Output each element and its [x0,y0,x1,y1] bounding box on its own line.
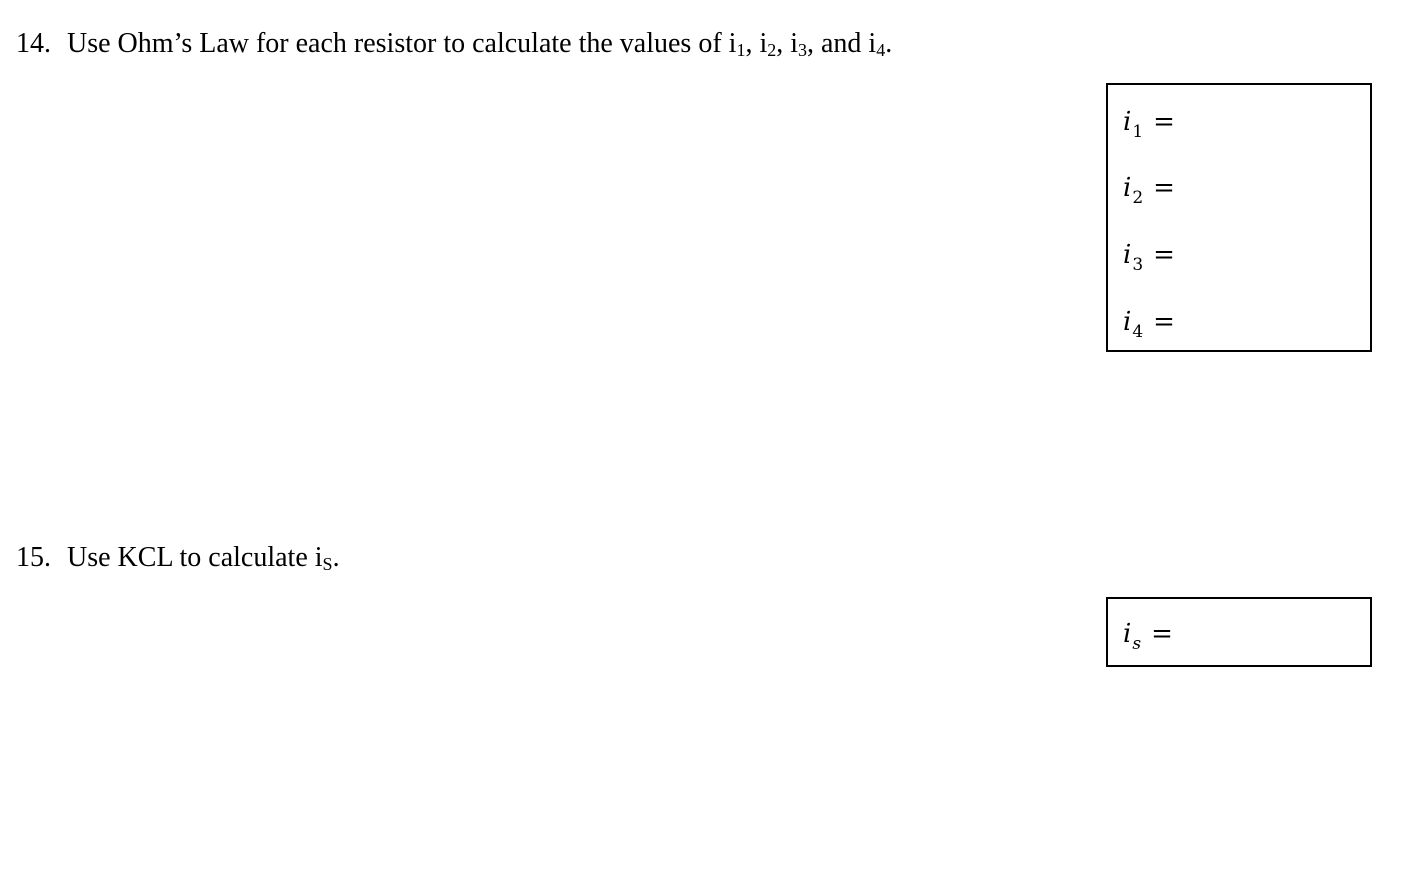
subscript-1: 1 [736,40,746,60]
subscript-2: 2 [767,40,777,60]
subscript-3: 3 [798,40,807,60]
separator: , i [745,28,768,59]
question-15 [16,541,340,575]
answer-line-i3 [1123,240,1175,273]
variable: i [1123,240,1132,270]
separator: , and i [807,28,877,59]
variable-subscript: 2 [1132,188,1144,208]
answer-box-15[interactable] [1106,597,1372,667]
answer-line-i2 [1123,173,1175,206]
subscript-4: 4 [876,40,886,60]
question-14 [16,27,892,61]
question-number: 14. [16,28,51,59]
question-text: Use Ohm’s Law for each resistor to calculate the values of i [67,28,737,59]
question-end: . [885,28,893,59]
variable: i [1123,173,1132,203]
variable-subscript: 3 [1132,255,1144,275]
variable-subscript: 1 [1132,122,1144,142]
variable-subscript: s [1132,634,1142,654]
question-text: Use KCL to calculate i [67,542,323,573]
variable: i [1123,619,1132,649]
answer-box-14[interactable] [1106,83,1372,352]
answer-line-i4 [1123,307,1175,340]
question-number: 15. [16,542,51,573]
answer-line-i1 [1123,107,1175,140]
separator: , i [776,28,798,59]
equals-sign: = [1153,307,1175,337]
answer-line-is [1123,619,1173,652]
subscript-s: S [322,554,333,574]
variable-subscript: 4 [1132,322,1144,342]
equals-sign: = [1153,240,1175,270]
equals-sign: = [1153,173,1175,203]
variable: i [1123,307,1132,337]
question-end: . [332,542,340,573]
variable: i [1123,107,1132,137]
equals-sign: = [1151,619,1173,649]
equals-sign: = [1153,107,1175,137]
